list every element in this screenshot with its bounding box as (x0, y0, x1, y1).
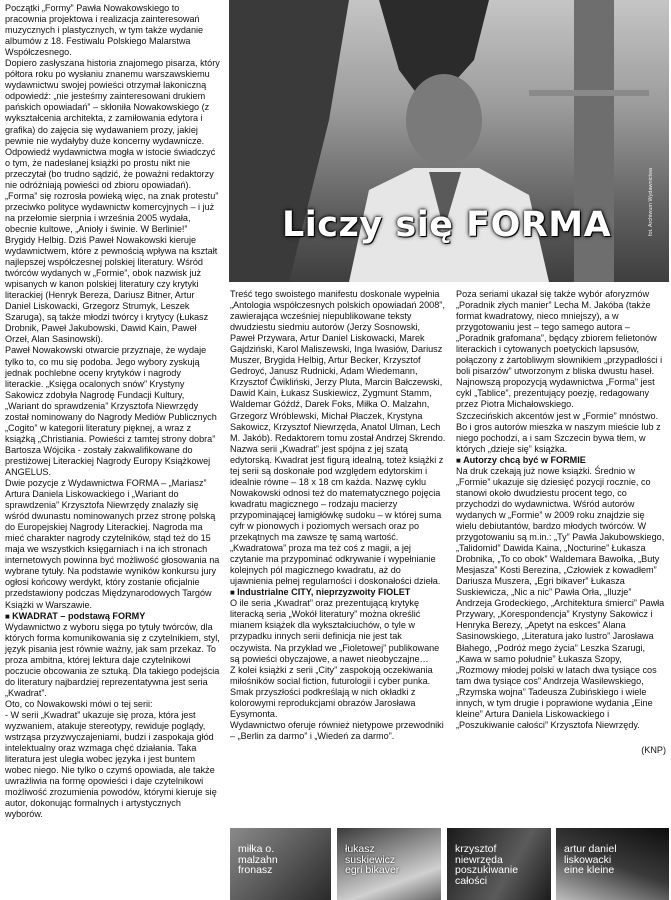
book-cover-4 (556, 828, 669, 900)
book-cover-line: poszukiwanie (455, 864, 519, 876)
article-column-2 (230, 289, 446, 742)
book-cover-1 (230, 828, 331, 900)
paragraph: O ile seria „Kwadrat” oraz prezentującą krytykę literacką seria „Wokół literatury” można określić mianem książek dla wykształciuchów, o tyle w przypadku innych serii definicja nie jest tak oczywista. Na przykład we „Fioletowej” publikowane są powieści obyczajowe, a nawet nieobyczajne… (230, 598, 440, 664)
photo-credit: fot. Archiwum Wydawnictwa (648, 167, 654, 236)
paragraph: Dwie pozycje z Wydawnictwa FORMA – „Mariasz” Artura Daniela Liskowackiego i „Wariant do sprawdzenia” Krzysztofa Niewrzędy znalazły się wśród dwunastu nominowanych przez stronę polską do Europejskiej Nagrody Literackiej. Nagroda ma mieć charakter nagrody czytelników, stąd też do 15 maja we wszystkich księgarniach i na ich stronach internetowych powinna być możliwość głosowania na wybrane tytuły. Na podstawie wyników konkursu jury ogłosi końcowy werdykt, który zostanie oficjalnie przedstawiony podczas Międzynarodowych Targów Książki w Warszawie. (5, 478, 220, 610)
paragraph: Paweł Nowakowski otwarcie przyznaje, że wydaje tylko to, co mu się podoba. Jego wybory zyskują jednak pochlebne oceny krytyków i nagrody literackie. „Księga ocalonych snów” Krystyny Sakowicz zdobyła Nagrodę Fundacji Kultury, „Wariant do sprawdzenia” Krzysztofa Niewrzędy został nominowany do Nagrody Mediów Publicznych „Cogito” w kategorii literatury pięknej, a wraz z książką „Christiania. Powieści z tamtej strony dobra” Bartosza Wójcika - zostały zakwalifikowane do prestiżowej Literackiej Nagrody Europy Książkowej ANGELUS. (5, 345, 217, 477)
book-cover-title (564, 844, 617, 876)
book-cover-title (238, 844, 278, 876)
paragraph: „Forma” się rozrosła powieką więc, na znak protestu” przeciwko polityce wydawnictw komercyjnych – i już na przełomie sierpnia i września 2005 wydała, obecnie kultowe, „Anioły i świnie. W Berlinie!” Brygidy Helbig. Dziś Paweł Nowakowski kieruje wydawnictwem, które z pewnością wpływa na kształt najlepszej współczesnej polskiej literatury. Wśród twórców wydanych w „Formie”, obok nazwisk już wpisanych w kanon polskiej literatury czy krytyki literackiej (Henryk Bereza, Dariusz Bitner, Artur Daniel Liskowacki, Grzegorz Strumyk, Leszek Szaruga), są także młodzi twórcy i krytycy (Łukasz Drobnik, Paweł Jakubowski, Dawid Kain, Paweł Orzeł, Alan Sasinowski). (5, 190, 219, 345)
paragraph: Z kolei książki z serii „City” zaspokoją oczekiwania miłośników social fiction, futurologii i cyber punka. Smak przyszłości podkreślają w nich okładki z kolorowymi reprodukcjami obrazów Jarosława Eysymonta. (230, 664, 433, 719)
book-cover-line: niewrzęda (455, 853, 503, 866)
book-cover-line: egri bikaver (345, 864, 400, 876)
photo-face (406, 74, 482, 166)
article-column-3 (456, 289, 666, 756)
book-cover-line: liskowacki (564, 853, 612, 866)
paragraph: - W serii „Kwadrat” ukazuje się proza, która jest wyzwaniem, atakuje stereotypy, rewiduje poglądy, wstrząsa przyzwyczajeniami, budzi i zaspokaja głód intelektualny oraz wzmaga chęć działania. Taka literatura jest uległa wobec języka i jest buntem wobec niego. Nie tylko o czymś opowiada, ale także uwrażliwia na formę opowieści i daje czytelnikowi możliwość zrozumienia powodów, którymi kieruje się autor, dokonując formalnych i artystycznych wyborów. (5, 710, 217, 820)
paragraph: Wydawnictwo oferuje również nietypowe przewodniki – „Berlin za darmo” i „Wiedeń za darmo”. (230, 719, 444, 741)
book-cover-line: malzahn (238, 853, 278, 866)
section-heading: ■ KWADRAT – podstawą FORMY (5, 611, 220, 622)
section-heading: ■ Autorzy chcą być w FORMIE (456, 455, 666, 466)
paragraph: Na druk czekają już nowe książki. Średnio w „Formie” ukazuje się dziesięć pozycji rocznie, co stanowi około dwudziestu procent tego, co przychodzi do wydawnictwa. Wśród autorów wydanych w „Formie” w 2009 roku znajdzie się wielu debiutantów, bardzo młodych twórców. W przygotowaniu są m.in.: „Ty” Pawła Jakubowskiego, „Talidomid” Dawida Kaina, „Nocturine” Łukasza Drobnika, „To co obok” Waldemara Bawołka, „Buty Mesjasza” Kosti Berezina, „Człowiek z kowadłem” Dariusza Muszera, „Egri bikaver” Łukasza Suskiewicza, „Nic a nic” Pawła Orła, „Iluzje” Andrzeja Grodeckiego, „Architektura śmierci” Pawła Przywary, „Korespondencja” Krystyny Sakowicz i Henryka Berezy, „Apetyt na eskces” Alana Sasinowskiego, „Literatura jako lustro” Jarosława Błahego, „Podróż mego życia” Leszka Szarugi, „Kawa w samo południe” Łukasza Szopy, „Rozmowy młodej polski w latach dwa tysiące cos tam dwa tysiące cos” Andrzeja Wasilewskiego, „Rzymska wojna” Tadeusza Zubińskiego i wiele innych, w tym drugie i poprawione wydania „Eine kleine” Artura Daniela Liskowackiego i „Poszukiwanie całości” Krzysztofa Niewrzędy. (456, 465, 665, 730)
headline: Liczy się FORMA (282, 205, 612, 245)
paragraph: Dopiero zasłyszana historia znajomego pisarza, który półtora roku po wysłaniu znanemu warszawskiemu wydawnictwu swojej powieści otrzymał lakoniczną odpowiedź: „nie jesteśmy zainteresowani drukiem pańskich opowiadań” – skłoniła Nowakowskiego (z wykształcenia architekta, z zamiłowania edytora i grafika) do zajęcia się wydawaniem prozy, jakiej pewnie nie wydałyby duże koncerny wydawnicze. Odpowiedź wydawnictwa mogła w istocie świadczyć o tym, że nadesłanej książki po prostu nikt nie przeczytał (bo trudno sądzić, że poważni redaktorzy nie odróżniają powieści od zbioru opowiadań). (5, 58, 220, 190)
article-column-1 (5, 3, 220, 820)
section-heading: ■ Industrialne CITY, nieprzyzwoity FIOLET (230, 587, 446, 598)
book-cover-line: krzysztof (455, 843, 497, 855)
author-signature: (KNP) (641, 744, 666, 755)
book-cover-title (345, 844, 399, 876)
book-cover-2 (337, 828, 441, 900)
photo-fence (529, 90, 649, 96)
book-cover-line: miłka o. (238, 843, 275, 855)
book-cover-line: fronasz (238, 864, 273, 876)
book-cover-line: eine kleine (564, 864, 615, 876)
paragraph: Treść tego swoistego manifestu doskonale wypełnia „Antologia współczesnych polskich opowiadań 2008”, zawierająca wcześniej niepublikowane teksty dwudziestu siedmiu autorów (Jerzy Sosnowski, Paweł Przywara, Artur Daniel Liskowacki, Marek Gajdziński, Karol Maliszewski, Inga Iwasiów, Dariusz Muszer, Brygida Helbig, Artur Becker, Krzysztof Gedroyć, Janusz Rudnicki, Adam Wiedemann, Krzysztof Ćwikliński, Jerzy Pluta, Marcin Bałczewski, Dawid Kain, Łukasz Suskiewicz, Zygmunt Stamm, Waldemar Góźdź, Darek Foks, Miłka O. Malzahn, Grzegorz Wróblewski, Michał Płaczek, Krystyna Sakowicz, Krzysztof Niewrzęda, Anatol Ulman, Lech M. Jakób). Redaktorem tomu został Andrzej Skrendo. Nazwa serii „Kwadrat” jest spójna z jej szatą edytorską. Kwadrat jest figurą idealną, toteż książki z tej serii są doskonałe pod względem edytorskim i idealnie równe – 18 x 18 cm każda. Nazwę cyklu Nowakowski odnosi też do matematycznego pojęcia kwadratu magicznego – rodzaju macierzy przypominającej łamigłówkę sudoku – w której suma cyfr w pionowych i poziomych wersach oraz po przekątnych ma zawsze tę samą wartość. „Kwadratowa” proza ma też coś z magii, a jej czytanie ma przypominać odkrywanie i wypełnianie kolejnych pól magicznego kwadratu, aż do ujawnienia pełnej regularności i doskonałości dzieła. (230, 289, 446, 587)
book-cover-line: całości (455, 874, 488, 887)
paragraph: Oto, co Nowakowski mówi o tej serii: (5, 698, 153, 709)
paragraph: Szczecińskich akcentów jest w „Formie” mnóstwo. Bo i gros autorów mieszka w naszym mieście lub z niego pochodzi, a i sam Szczecin bywa tłem, w których „dzieje się” książka. (456, 410, 661, 454)
book-cover-line: artur daniel (564, 843, 617, 855)
paragraph: Początki „Formy” Pawła Nowakowskiego to pracownia projektowa i realizacja zainteresowań muzycznych i plastycznych, w tym także wydanie albumów z 18. Festiwalu Polskiego Malarstwa Współczesnego. (5, 3, 204, 58)
book-cover-line: suskiewicz (345, 853, 396, 866)
paragraph: Poza seriami ukazał się także wybór aforyzmów „Poradnik złych manier” Lecha M. Jakóba (także format kwadratowy, nieco mniejszy), a w przygotowaniu jest – tego samego autora – „Poradnik grafomana”, będący zbiorem felietonów literackich i cytowanych poetyckich lapsusów, połączony z żartobliwym słownikiem „przypadłości i boli pisarzów” utworzonym z bliska dwustu haseł. Najnowszą propozycją wydawnictwa „Forma” jest cykl „Tablice”, prezentujący poezję, redagowany przez Piotra Michałowskiego. (456, 289, 663, 410)
book-cover-3 (447, 828, 551, 900)
book-cover-line: łukasz (345, 843, 375, 855)
book-cover-title (455, 844, 518, 886)
paragraph: Wydawnictwo z wyboru sięga po tytuły twórców, dla których forma komunikowania się z czytelnikiem, styl, język pisania jest równie ważny, jak sam przekaz. To proza ambitna, której lektura daje czytelnikowi poczucie obcowania ze sztuką. Dla takiego podejścia do literatury najbardziej reprezentatywna jest seria „Kwadrat”. (5, 621, 220, 698)
